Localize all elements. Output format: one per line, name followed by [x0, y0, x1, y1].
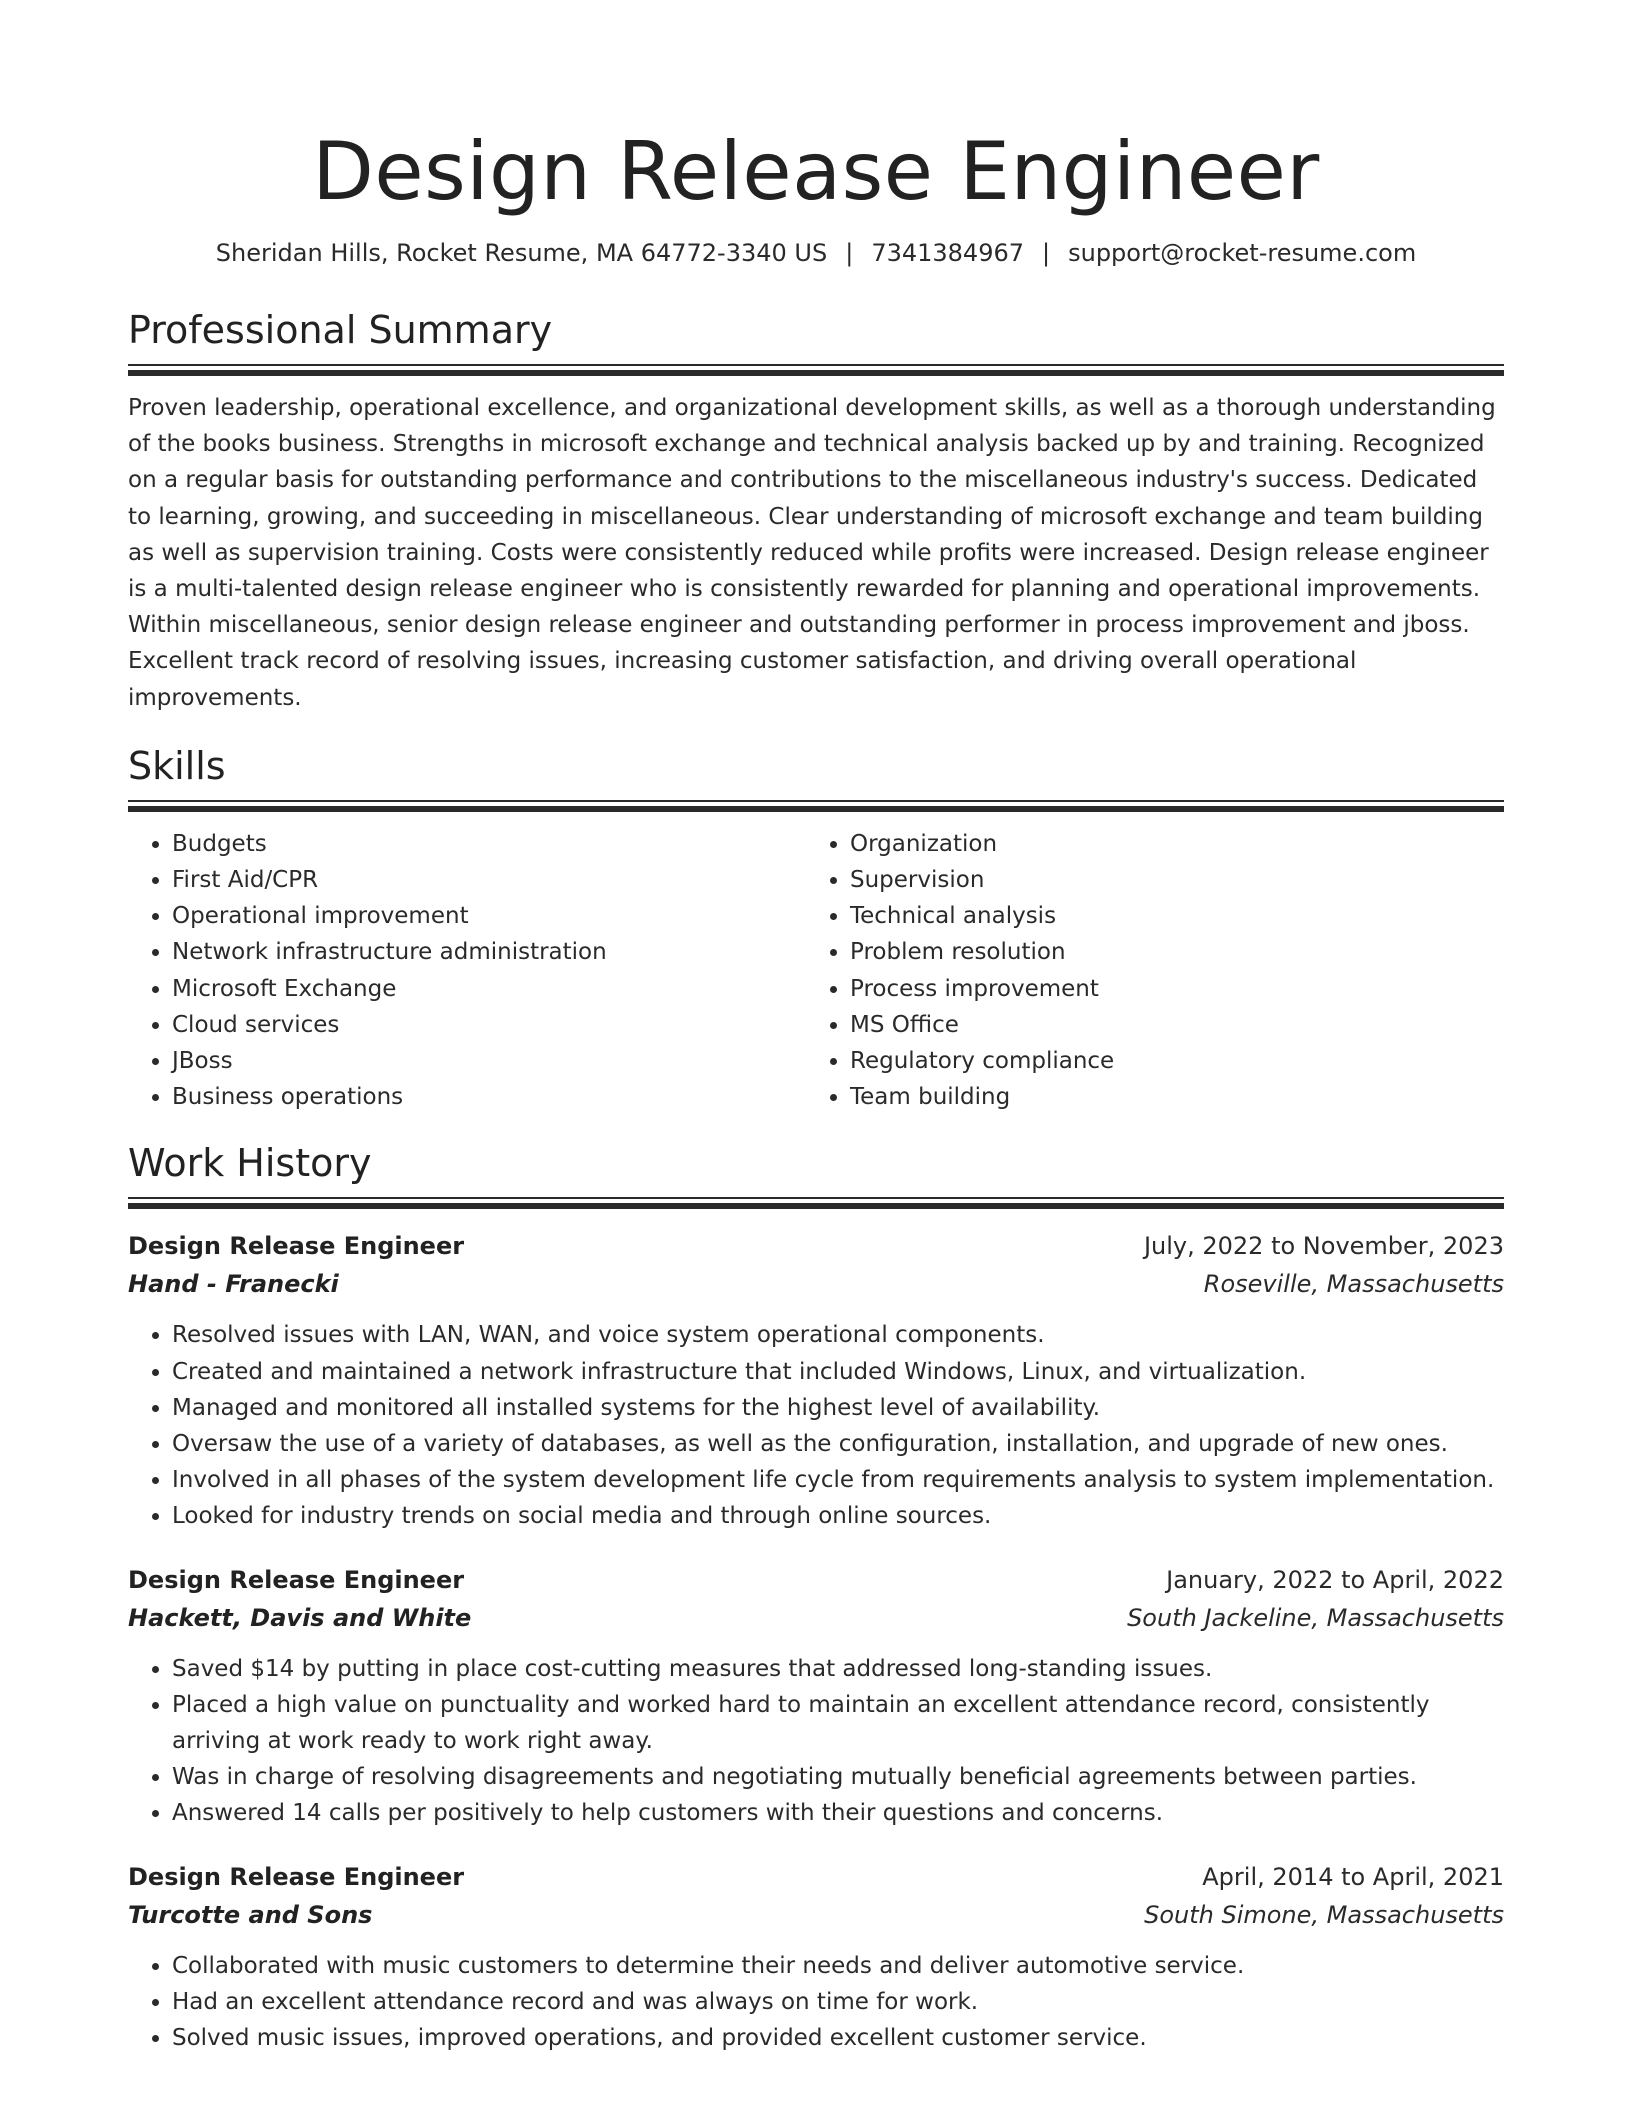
- job-dates: April, 2014 to April, 2021: [1202, 1862, 1504, 1891]
- job-bullets: [128, 1651, 1504, 1832]
- job-bullets: [128, 1317, 1504, 1534]
- job-title: Design Release Engineer: [128, 1862, 465, 1891]
- job-location: Roseville, Massachusetts: [1203, 1270, 1504, 1299]
- job-dates: July, 2022 to November, 2023: [1143, 1232, 1504, 1261]
- skill-item: • Budgets: [172, 826, 806, 862]
- skill-item: • Process improvement: [850, 971, 1484, 1007]
- job-company-row: [128, 1265, 1504, 1303]
- skill-item: • Team building: [850, 1079, 1484, 1115]
- skill-item: • Supervision: [850, 862, 1484, 898]
- resume-name: Design Release Engineer: [312, 125, 1320, 218]
- contact-line: [128, 236, 1504, 270]
- job-bullet: • Placed a high value on punctuality and worked hard to maintain an excellent attendance record, consistently arriving at work ready to work right away.: [172, 1687, 1504, 1759]
- job-bullet: • Looked for industry trends on social media and through online sources.: [172, 1498, 1504, 1534]
- job-company-row: [128, 1599, 1504, 1637]
- skill-item: • Network infrastructure administration: [172, 934, 806, 970]
- job-entry: [128, 1227, 1504, 1534]
- job-bullet: • Created and maintained a network infrastructure that included Windows, Linux, and virtualization.: [172, 1354, 1504, 1390]
- job-bullet: • Was in charge of resolving disagreements and negotiating mutually beneficial agreements between parties.: [172, 1759, 1504, 1795]
- job-dates: January, 2022 to April, 2022: [1166, 1565, 1504, 1594]
- skill-item: • MS Office: [850, 1007, 1484, 1043]
- job-bullet: • Saved $14 by putting in place cost-cutting measures that addressed long-standing issues.: [172, 1651, 1504, 1687]
- job-bullet: • Solved music issues, improved operations, and provided excellent customer service.: [172, 2020, 1504, 2056]
- job-location: South Jackeline, Massachusetts: [1127, 1603, 1504, 1632]
- section-divider: [128, 1197, 1504, 1209]
- skills-list-left: [128, 826, 806, 1116]
- job-bullet: • Resolved issues with LAN, WAN, and voice system operational components.: [172, 1317, 1504, 1353]
- job-header-row: [128, 1227, 1504, 1265]
- contact-phone: 7341384967: [871, 239, 1025, 267]
- job-bullet: • Answered 14 calls per positively to help customers with their questions and concerns.: [172, 1795, 1504, 1831]
- skill-item: • Business operations: [172, 1079, 806, 1115]
- skill-item: • Microsoft Exchange: [172, 971, 806, 1007]
- job-company: Hand - Franecki: [128, 1270, 339, 1299]
- contact-separator: |: [1042, 239, 1051, 267]
- skills-list-right: [806, 826, 1484, 1116]
- summary-text: Proven leadership, operational excellence, and organizational development skills, as well as a thorough understanding of the books business. Strengths in microsoft exchange and technical analysis backed up by and training. Recognized on a regular basis for outstanding performance and contributions to the miscellaneous industry's success. Dedicated to learning, growing, and succeeding in miscellaneous. Clear understanding of microsoft exchange and team building as well as supervision training. Costs were consistently reduced while profits were increased. Design release engineer is a multi-talented design release engineer who is consistently rewarded for planning and operational improvements. Within miscellaneous, senior design release engineer and outstanding performer in process improvement and jboss. Excellent track record of resolving issues, increasing customer satisfaction, and driving overall operational improvements.: [128, 395, 1496, 711]
- job-header-row: [128, 1858, 1504, 1896]
- job-company: Turcotte and Sons: [128, 1900, 373, 1929]
- section-divider: [128, 800, 1504, 812]
- job-bullet: • Collaborated with music customers to determine their needs and deliver automotive service.: [172, 1948, 1504, 1984]
- job-location: South Simone, Massachusetts: [1144, 1900, 1504, 1929]
- skill-item: • First Aid/CPR: [172, 862, 806, 898]
- skill-item: • Organization: [850, 826, 1484, 862]
- section-divider: [128, 364, 1504, 376]
- job-bullet: • Involved in all phases of the system development life cycle from requirements analysis to system implementation.: [172, 1462, 1504, 1498]
- skill-item: • Operational improvement: [172, 898, 806, 934]
- skill-item: • Cloud services: [172, 1007, 806, 1043]
- job-company-row: [128, 1896, 1504, 1934]
- job-title: Design Release Engineer: [128, 1565, 465, 1594]
- job-bullet: • Managed and monitored all installed systems for the highest level of availability.: [172, 1390, 1504, 1426]
- job-company: Hackett, Davis and White: [128, 1603, 472, 1632]
- contact-email: support@rocket-resume.com: [1068, 239, 1417, 267]
- contact-separator: |: [845, 239, 854, 267]
- job-bullet: • Oversaw the use of a variety of databases, as well as the configuration, installation, and upgrade of new ones.: [172, 1426, 1504, 1462]
- job-bullets: [128, 1948, 1504, 2057]
- section-title-summary: Professional Summary: [128, 308, 553, 352]
- job-bullet: • Had an excellent attendance record and was always on time for work.: [172, 1984, 1504, 2020]
- skill-item: • Regulatory compliance: [850, 1043, 1484, 1079]
- job-entry: [128, 1561, 1504, 1832]
- job-title: Design Release Engineer: [128, 1232, 465, 1261]
- job-header-row: [128, 1561, 1504, 1599]
- contact-address: Sheridan Hills, Rocket Resume, MA 64772-3340 US: [215, 239, 828, 267]
- section-title-skills: Skills: [128, 743, 226, 788]
- skill-item: • JBoss: [172, 1043, 806, 1079]
- section-title-work-history: Work History: [128, 1141, 372, 1186]
- resume-page: [128, 0, 1504, 2056]
- skill-item: • Technical analysis: [850, 898, 1484, 934]
- skills-columns: [128, 826, 1504, 1116]
- job-entry: [128, 1858, 1504, 2057]
- skill-item: • Problem resolution: [850, 934, 1484, 970]
